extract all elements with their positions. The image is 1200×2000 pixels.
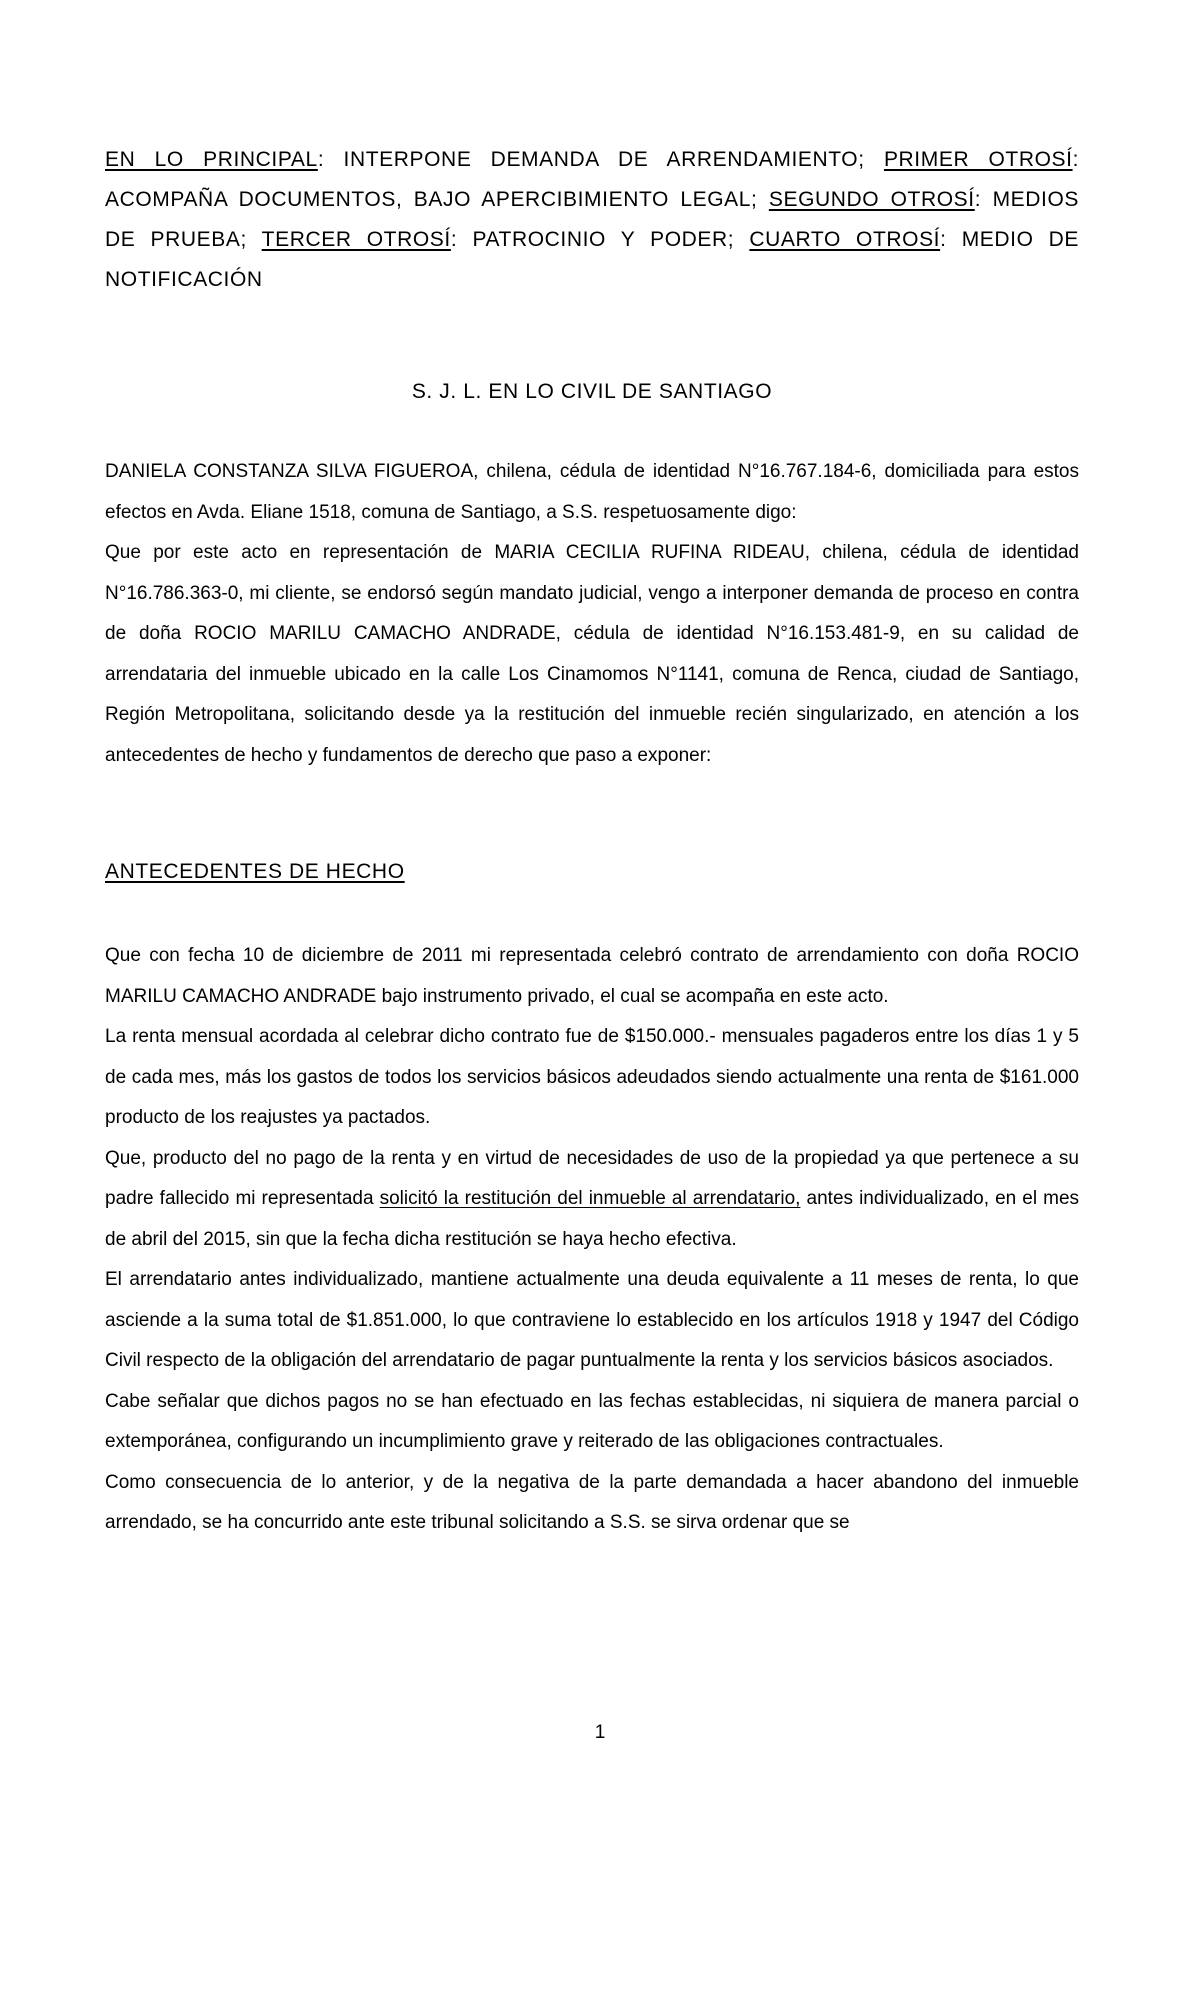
facts-section: [105, 936, 1079, 1544]
facts-paragraph-2: La renta mensual acordada al celebrar dicho contrato fue de $150.000.- mensuales pagaderos entre los días 1 y 5 de cada mes, más los gastos de todos los servicios básicos adeudados siendo actualmente una renta de $161.000 producto de los reajustes ya pactados.: [105, 1026, 1079, 1128]
facts-paragraph-4: El arrendatario antes individualizado, mantiene actualmente una deuda equivalente a 11 meses de renta, lo que asciende a la suma total de $1.851.000, lo que contraviene lo establecido en los artículos 1918 y 1947 del Código Civil respecto de la obligación del arrendatario de pagar puntualmente la renta y los servicios básicos asociados.: [105, 1269, 1079, 1371]
section-title-antecedentes: ANTECEDENTES DE HECHO: [105, 860, 405, 883]
intro-paragraph-1: DANIELA CONSTANZA SILVA FIGUEROA, chilena, cédula de identidad N°16.767.184-6, domiciliada para estos efectos en Avda. Eliane 1518, comuna de Santiago, a S.S. respetuosamente digo:: [105, 461, 1079, 523]
heading-separator: :: [450, 228, 473, 251]
principal-text: INTERPONE DEMANDA DE ARRENDAMIENTO;: [343, 148, 865, 171]
facts-paragraph-3-underlined: solicitó la restitución del inmueble al arrendatario,: [379, 1188, 801, 1209]
otrosi-2-label: SEGUNDO OTROSÍ: [768, 188, 975, 211]
facts-paragraph-6: Como consecuencia de lo anterior, y de la negativa de la parte demandada a hacer abandono del inmueble arrendado, se ha concurrido ante este tribunal solicitando a S.S. se sirva ordenar que se: [105, 1471, 1079, 1533]
heading-separator: :: [317, 148, 344, 171]
facts-paragraph-1: Que con fecha 10 de diciembre de 2011 mi representada celebró contrato de arrendamiento con doña ROCIO MARILU CAMACHO ANDRADE bajo instrumento privado, el cual se acompaña en este acto.: [105, 945, 1079, 1007]
otrosi-4-label: CUARTO OTROSÍ: [749, 228, 941, 251]
facts-paragraph-3: [105, 1139, 1079, 1261]
facts-paragraph-3-start: Que, producto del no pago de la renta y en virtud de necesidades de uso de la propiedad ya que pertenece a su padre fallecido mi representada: [105, 1147, 1079, 1209]
otrosi-4-text: MEDIO DE NOTIFICACIÓN: [105, 228, 1080, 291]
heading-separator: :: [940, 228, 962, 251]
otrosi-3-label: TERCER OTROSÍ: [261, 228, 451, 251]
otrosi-1-text: ACOMPAÑA DOCUMENTOS, BAJO APERCIBIMIENTO LEGAL;: [105, 188, 758, 211]
otrosi-1-label: PRIMER OTROSÍ: [883, 148, 1073, 171]
page-number: 1: [594, 1722, 606, 1743]
heading-separator: :: [1072, 148, 1080, 171]
heading-separator: :: [974, 188, 993, 211]
facts-paragraph-3-end: antes individualizado, en el mes de abril del 2015, sin que la fecha dicha restitución se haya hecho efectiva.: [105, 1188, 1080, 1250]
principal-label: EN LO PRINCIPAL: [105, 148, 318, 171]
document-heading-summary: [105, 140, 1079, 300]
facts-paragraph-5: Cabe señalar que dichos pagos no se han efectuado en las fechas establecidas, ni siquiera de manera parcial o extemporánea, configurando un incumplimiento grave y reiterado de las obligaciones contractuales.: [105, 1390, 1079, 1452]
intro-paragraph-2: Que por este acto en representación de MARIA CECILIA RUFINA RIDEAU, chilena, cédula de identidad N°16.786.363-0, mi cliente, se endorsó según mandato judicial, vengo a interponer demanda de proceso en contra de doña ROCIO MARILU CAMACHO ANDRADE, cédula de identidad N°16.153.481-9, en su calidad de arrendataria del inmueble ubicado en la calle Los Cinamomos N°1141, comuna de Renca, ciudad de Santiago, Región Metropolitana, solicitando desde ya la restitución del inmueble recién singularizado, en atención a los antecedentes de hecho y fundamentos de derecho que paso a exponer:: [105, 542, 1079, 766]
otrosi-3-text: PATROCINIO Y PODER;: [472, 228, 735, 251]
court-title: S. J. L. EN LO CIVIL DE SANTIAGO: [411, 380, 773, 403]
document-content: [105, 140, 1079, 1544]
intro-section: [105, 452, 1079, 776]
otrosi-2-text: MEDIOS DE PRUEBA;: [105, 188, 1080, 251]
